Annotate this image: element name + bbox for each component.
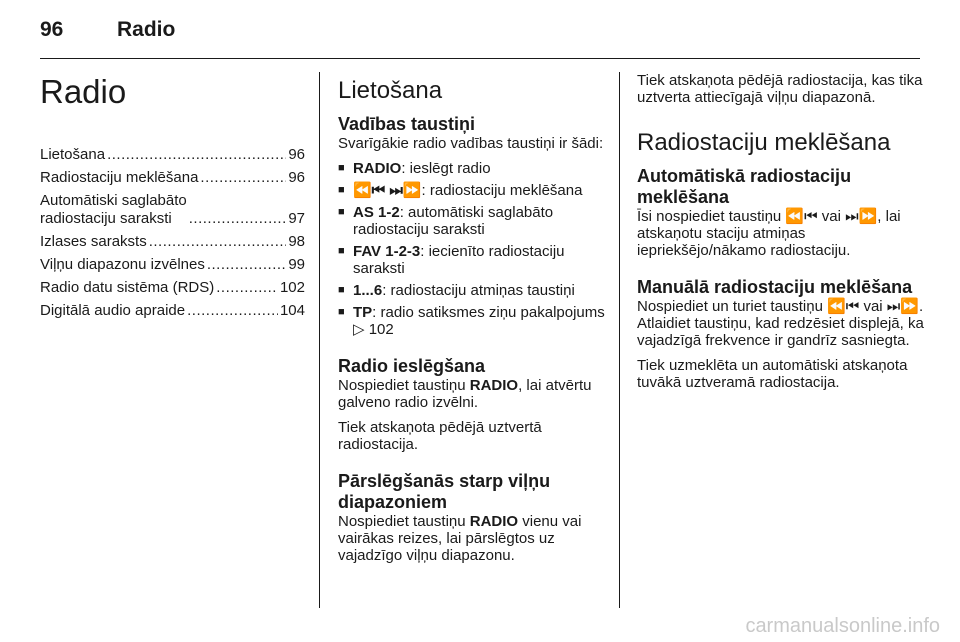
auto-search-paragraph: Īsi nospiediet taustiņu ⏪⏮ vai ⏭⏩, lai atskaņotu staciju atmiņas iepriekšējo/nākamo radiostaciju. (637, 208, 901, 259)
controls-list (338, 160, 608, 338)
switch-on-heading: Radio ieslēgšana (338, 356, 486, 376)
radio-key: RADIO (469, 513, 519, 530)
list-item (338, 204, 608, 238)
toc-item[interactable] (40, 279, 305, 297)
manual-search-note: Tiek uzmeklēta un automātiski atskaņota tuvākā uztveramā radiostacija. (637, 357, 908, 391)
toc-column (40, 72, 305, 325)
bands-continued: Tiek atskaņota pēdējā radiostacija, kas tika uztverta attiecīgajā viļņu diapazonā. (637, 72, 923, 106)
control-desc: : automātiski saglabāto radiostaciju saraksti (353, 204, 554, 238)
control-desc: : radio satiksmes ziņu pakalpojums ▷ 102 (353, 304, 605, 338)
toc-item-title: Radio datu sistēma (RDS) (40, 279, 215, 296)
list-item (338, 160, 608, 177)
control-desc: : radiostaciju atmiņas taustiņi (382, 282, 575, 299)
column-divider (619, 72, 620, 608)
list-item (338, 243, 608, 277)
list-item (338, 282, 608, 299)
toc-item[interactable] (40, 192, 305, 228)
section-title: Radio (117, 18, 176, 41)
toc-item-page: 96 (288, 146, 305, 163)
bands-paragraph: Nospiediet taustiņu RADIO vienu vai vairākas reizes, lai pārslēgtos uz vajadzīgo viļņu diapazonu. (338, 513, 582, 564)
control-key: FAV 1-2-3 (353, 243, 421, 260)
toc-item-title: Digitālā audio apraide (40, 302, 186, 319)
toc-item-title: Izlases saraksts (40, 233, 147, 250)
control-key: TP (353, 304, 373, 321)
toc-item-page: 98 (288, 233, 305, 250)
toc-item-page: 97 (288, 210, 305, 227)
manual-search-heading: Manuālā radiostaciju meklēšana (637, 277, 913, 297)
radio-key: RADIO (469, 377, 519, 394)
header-rule (40, 58, 920, 59)
toc-item[interactable] (40, 169, 305, 187)
control-desc: : ieslēgt radio (401, 160, 491, 177)
chapter-title: Radio (40, 73, 127, 110)
search-heading: Radiostaciju meklēšana (637, 129, 891, 156)
toc-item-title: Automātiski saglabāto radiostaciju saraksti (40, 192, 187, 227)
toc-item-title: Radiostaciju meklēšana (40, 169, 199, 186)
list-item (338, 182, 608, 199)
control-key: AS 1-2 (353, 204, 400, 221)
usage-column (338, 72, 608, 572)
table-of-contents (40, 146, 305, 320)
toc-item-page: 102 (279, 279, 305, 296)
controls-intro: Svarīgākie radio vadības taustiņi ir šādi: (338, 135, 604, 152)
seek-buttons-icon: ⏪⏮ ⏭⏩ (353, 182, 422, 199)
toc-item[interactable] (40, 256, 305, 274)
page-header (40, 18, 175, 42)
page-number: 96 (40, 18, 64, 41)
toc-item-title: Viļņu diapazonu izvēlnes (40, 256, 205, 273)
control-desc: : iecienīto radiostaciju saraksti (353, 243, 565, 277)
usage-heading: Lietošana (338, 77, 443, 104)
control-key: RADIO (353, 160, 402, 177)
toc-item-page: 96 (288, 169, 305, 186)
list-item (338, 304, 608, 338)
manual-search-paragraph: Nospiediet un turiet taustiņu ⏪⏮ vai ⏭⏩. Atlaidiet taustiņu, kad redzēsiet displejā, ka vajadzīgā frekvence ir gandrīz sasniegta. (637, 298, 924, 349)
toc-item[interactable] (40, 146, 305, 164)
switch-on-paragraph: Nospiediet taustiņu RADIO, lai atvērtu galveno radio izvēlni. (338, 377, 592, 411)
control-desc: : radiostaciju meklēšana (421, 182, 583, 199)
bands-heading: Pārslēgšanās starp viļņu diapazoniem (338, 471, 551, 512)
toc-item[interactable] (40, 233, 305, 251)
column-divider (319, 72, 320, 608)
auto-search-heading: Automātiskā radiostaciju meklēšana (637, 166, 852, 207)
watermark: carmanualsonline.info (745, 615, 940, 637)
controls-heading: Vadības taustiņi (338, 114, 476, 134)
toc-item-page: 99 (288, 256, 305, 273)
toc-item-page: 104 (279, 302, 305, 319)
control-key: 1...6 (353, 282, 383, 299)
switch-on-note: Tiek atskaņota pēdējā uztvertā radiostacija. (338, 419, 542, 453)
search-column (637, 72, 927, 399)
toc-item-title: Lietošana (40, 146, 106, 163)
toc-item[interactable] (40, 302, 305, 320)
